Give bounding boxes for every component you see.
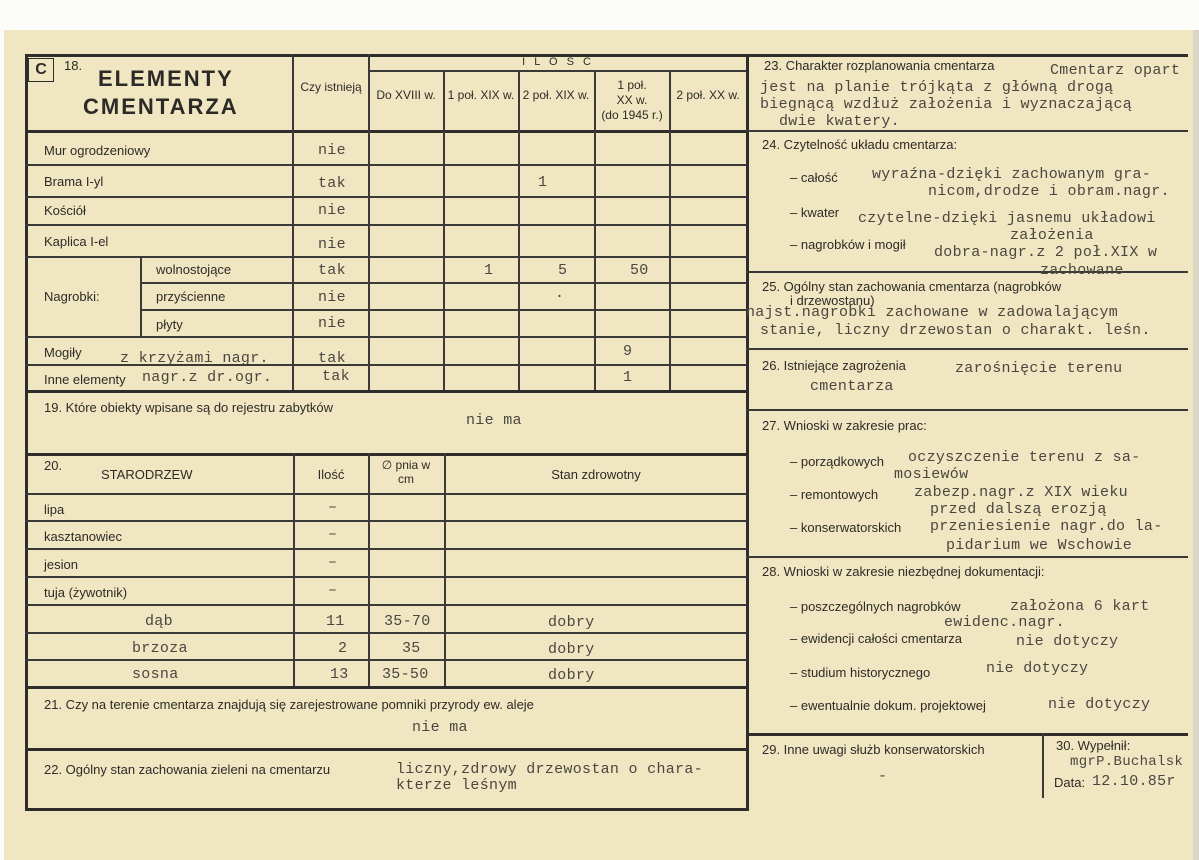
rule xyxy=(518,70,520,391)
rule xyxy=(25,604,747,606)
rule xyxy=(25,390,747,393)
row-graves-standing-q3: 5 xyxy=(558,262,568,279)
rule xyxy=(25,659,747,661)
col-header-1pol-xx-c: (do 1945 r.) xyxy=(601,108,663,122)
q24-graves-line2: zachowane xyxy=(1040,262,1124,279)
q23-value-line0: Cmentarz opart xyxy=(1050,62,1181,79)
scan-right-edge xyxy=(1193,30,1199,860)
tree-pine-name: sosna xyxy=(132,666,179,683)
tree-lipa-name: lipa xyxy=(44,502,65,517)
q22-label: 22. Ogólny stan zachowania zieleni na cmentarzu xyxy=(44,762,331,777)
row-other-note: nagr.z dr.ogr. xyxy=(142,369,273,386)
rule xyxy=(25,224,747,226)
q26-value-line2: cmentarza xyxy=(810,378,894,395)
row-wall-label: Mur ogrodzeniowy xyxy=(44,143,151,158)
q24-whole-line2: nicom,drodze i obram.nagr. xyxy=(928,183,1170,200)
row-graves-standing-label: wolnostojące xyxy=(156,262,232,277)
row-church-label: Kościół xyxy=(44,203,86,218)
q28-whole-value: nie dotyczy xyxy=(1016,633,1119,650)
tree-birch-qty: 2 xyxy=(338,640,348,657)
rule xyxy=(25,164,747,166)
q23-value-line1: jest na planie trójkąta z główną drogą xyxy=(760,79,1114,96)
trees-col-health: Stan zdrowotny xyxy=(551,467,641,482)
rule xyxy=(368,453,370,687)
tree-birch-health: dobry xyxy=(548,641,595,658)
row-graves-wall-exists: nie xyxy=(318,289,346,306)
tree-birch-trunk: 35 xyxy=(402,640,421,657)
q26-value-line1: zarośnięcie terenu xyxy=(955,360,1123,377)
q28-study-label: – studium historycznego xyxy=(790,665,931,680)
rule xyxy=(25,576,747,578)
q27-conserv-label: – konserwatorskich xyxy=(790,520,902,535)
q27-repair-label: – remontowych xyxy=(790,487,879,502)
row-other-exists: tak xyxy=(322,368,350,385)
col-header-1pol-xx-a: 1 poł. xyxy=(617,78,647,92)
q23-label: 23. Charakter rozplanowania cmentarza xyxy=(764,58,995,73)
q25-label-line1: 25. Ogólny stan zachowania cmentarza (nagrobków xyxy=(762,279,1062,294)
q30-label: 30. Wypełnił: xyxy=(1056,738,1131,753)
tree-pine-trunk: 35-50 xyxy=(382,666,429,683)
q27-repair-line1: zabezp.nagr.z XIX wieku xyxy=(914,484,1128,501)
rule xyxy=(25,256,747,258)
row-gate-q3: 1 xyxy=(538,174,548,191)
q25-label-line2: i drzewostanu) xyxy=(790,293,875,308)
rule xyxy=(25,493,747,495)
trees-col-trunk: ∅ pnia w cm xyxy=(381,458,431,486)
row-graves-slabs-exists: nie xyxy=(318,315,346,332)
col-header-2pol-xix: 2 poł. XIX w. xyxy=(522,88,590,102)
q22-value-line1: liczny,zdrowy drzewostan o chara- xyxy=(396,761,703,778)
row-chapel-exists: nie xyxy=(318,236,346,253)
q30-date-label: Data: xyxy=(1054,775,1086,790)
q27-conserv-line1: przeniesienie nagr.do la- xyxy=(930,518,1163,535)
rule xyxy=(746,556,1188,558)
tree-chestnut-qty: – xyxy=(328,526,338,543)
q26-label: 26. Istniejące zagrożenia xyxy=(762,358,906,373)
graves-group-label: Nagrobki: xyxy=(44,289,100,304)
q28-individual-line2: ewidenc.nagr. xyxy=(944,614,1065,631)
rule xyxy=(746,54,1188,57)
tree-chestnut-name: kasztanowiec xyxy=(44,529,123,544)
trees-col-qty: Ilość xyxy=(317,467,345,482)
rule xyxy=(292,54,294,391)
row-other-label: Inne elementy xyxy=(44,372,126,387)
rule xyxy=(368,54,370,391)
rule xyxy=(25,548,747,550)
q28-whole-label: – ewidencji całości cmentarza xyxy=(790,631,962,646)
row-graves-standing-q4: 50 xyxy=(630,262,649,279)
rule xyxy=(25,336,747,338)
rule xyxy=(746,348,1188,350)
col-header-exists: Czy istnieją xyxy=(300,80,362,94)
row-church-exists: nie xyxy=(318,202,346,219)
rule xyxy=(746,130,1188,132)
row-chapel-label: Kaplica I-el xyxy=(44,234,109,249)
q24-graves-label: – nagrobków i mogił xyxy=(790,237,906,252)
rule xyxy=(746,733,1188,736)
tree-birch-name: brzoza xyxy=(132,640,188,657)
tree-oak-name: dąb xyxy=(145,613,173,630)
rule xyxy=(25,453,747,456)
q27-repair-line2: przed dalszą erozją xyxy=(930,501,1107,518)
q27-order-line2: mosiewów xyxy=(894,466,969,483)
rule xyxy=(25,54,28,810)
q24-quarters-line1: czytelne-dzięki jasnemu układowi xyxy=(858,210,1156,227)
rule xyxy=(444,453,446,687)
row-graves-standing-exists: tak xyxy=(318,262,346,279)
q24-whole-line1: wyraźna-dzięki zachowanym gra- xyxy=(872,166,1152,183)
q19-label: 19. Które obiekty wpisane są do rejestru zabytków xyxy=(44,400,334,415)
elements-title-line1: ELEMENTY xyxy=(98,66,234,91)
tree-oak-qty: 11 xyxy=(326,613,345,630)
row-graves-wall-label: przyścienne xyxy=(156,289,226,304)
row-gate-exists: tak xyxy=(318,175,346,192)
row-mounds-note: z krzyżami nagr. xyxy=(120,350,269,367)
q24-quarters-line2: założenia xyxy=(1010,227,1094,244)
scan-top-margin xyxy=(0,0,1199,30)
rule xyxy=(25,130,747,133)
q22-value-line2: kterze leśnym xyxy=(396,777,517,794)
section-number: 18. xyxy=(64,58,83,73)
q28-project-label: – ewentualnie dokum. projektowej xyxy=(790,698,986,713)
tree-thuja-name: tuja (żywotnik) xyxy=(44,585,128,600)
trees-title: STARODRZEW xyxy=(101,467,193,482)
form-card xyxy=(4,30,1198,860)
section-letter-box: C xyxy=(28,58,54,82)
row-graves-standing-q2: 1 xyxy=(484,262,494,279)
row-graves-slabs-label: płyty xyxy=(156,317,183,332)
rule xyxy=(25,808,749,811)
rule xyxy=(140,309,747,311)
rule xyxy=(293,453,295,687)
q25-value-line2: stanie, liczny drzewostan o charakt. leśn. xyxy=(760,322,1151,339)
q24-graves-line1: dobra-nagr.z 2 poł.XIX w xyxy=(934,244,1158,261)
col-header-quantity: I L O Ś Ć xyxy=(522,56,594,68)
q24-label: 24. Czytelność układu cmentarza: xyxy=(762,137,958,152)
elements-title-line2: CMENTARZA xyxy=(83,94,239,119)
q24-whole-label: – całość xyxy=(790,170,838,185)
q21-value: nie ma xyxy=(412,719,468,736)
q28-study-value: nie dotyczy xyxy=(986,660,1089,677)
q27-order-line1: oczyszczenie terenu z sa- xyxy=(908,449,1141,466)
row-mounds-exists: tak xyxy=(318,350,346,367)
q28-label: 28. Wnioski w zakresie niezbędnej dokumentacji: xyxy=(762,564,1045,579)
rule xyxy=(25,686,747,689)
q30-date: 12.10.85r xyxy=(1092,773,1176,790)
rule xyxy=(746,54,749,810)
row-other-q4: 1 xyxy=(623,369,633,386)
rule xyxy=(25,196,747,198)
q23-value-line3: dwie kwatery. xyxy=(779,113,900,130)
trees-number: 20. xyxy=(44,458,63,473)
rule xyxy=(25,632,747,634)
q27-conserv-line2: pidarium we Wschowie xyxy=(946,537,1133,554)
tree-oak-health: dobry xyxy=(548,614,595,631)
q19-value: nie ma xyxy=(466,412,522,429)
col-header-xviii: Do XVIII w. xyxy=(376,88,436,102)
rule xyxy=(140,256,142,336)
q28-individual-line1: założona 6 kart xyxy=(1010,598,1150,615)
row-mounds-q4: 9 xyxy=(623,343,633,360)
q24-quarters-label: – kwater xyxy=(790,205,840,220)
rule xyxy=(368,70,746,72)
q29-value: - xyxy=(878,768,888,785)
rule xyxy=(25,748,747,751)
col-header-1pol-xx-b: XX w. xyxy=(616,93,648,107)
rule xyxy=(443,70,445,391)
col-header-2pol-xx: 2 poł. XX w. xyxy=(676,88,740,102)
tree-pine-health: dobry xyxy=(548,667,595,684)
tree-oak-trunk: 35-70 xyxy=(384,613,431,630)
rule xyxy=(1042,733,1044,798)
tree-lipa-qty: – xyxy=(328,499,338,516)
q30-name: mgrP.Buchalsk xyxy=(1070,754,1184,770)
rule xyxy=(25,520,747,522)
row-mounds-label: Mogiły xyxy=(44,345,82,360)
row-wall-exists: nie xyxy=(318,142,346,159)
row-graves-wall-q3: · xyxy=(555,288,565,305)
row-gate-label: Brama I-yl xyxy=(44,174,104,189)
q27-order-label: – porządkowych xyxy=(790,454,884,469)
q25-value-line1: najst.nagrobki zachowane w zadowalającym xyxy=(746,304,1119,321)
q21-label: 21. Czy na terenie cmentarza znajdują się zarejestrowane pomniki przyrody ew. aleje xyxy=(44,697,534,712)
q23-value-line2: biegnącą wzdłuż założenia i wyznaczającą xyxy=(760,96,1133,113)
rule xyxy=(140,282,747,284)
tree-thuja-qty: – xyxy=(328,582,338,599)
q28-project-value: nie dotyczy xyxy=(1048,696,1151,713)
q29-label: 29. Inne uwagi służb konserwatorskich xyxy=(762,742,985,757)
q27-label: 27. Wnioski w zakresie prac: xyxy=(762,418,927,433)
col-header-1pol-xix: 1 poł. XIX w. xyxy=(447,88,515,102)
tree-pine-qty: 13 xyxy=(330,666,349,683)
q28-individual-label: – poszczególnych nagrobków xyxy=(790,599,961,614)
rule xyxy=(746,409,1188,411)
tree-ash-name: jesion xyxy=(44,557,78,572)
tree-ash-qty: – xyxy=(328,554,338,571)
rule xyxy=(669,70,671,391)
